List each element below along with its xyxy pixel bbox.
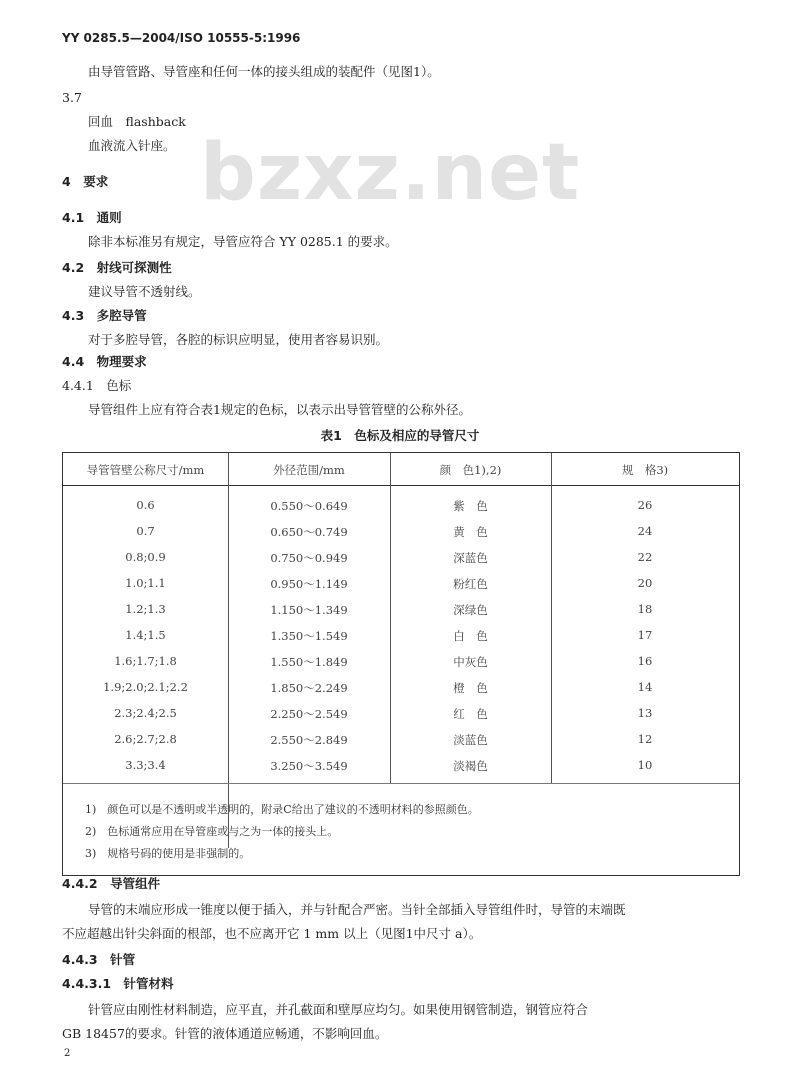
- table-cell: 26: [637, 498, 653, 512]
- table-footnote: 1) 颜色可以是不透明或半透明的，附录C给出了建议的不透明材料的参照颜色。: [85, 803, 479, 816]
- table-cell: 24: [637, 524, 653, 538]
- table-footnote: 3) 规格号码的使用是非强制的。: [85, 847, 251, 860]
- table-cell: 1.850～2.249: [270, 681, 348, 695]
- table-cell: 2.6;2.7;2.8: [114, 732, 177, 746]
- paragraph-line: 导管的末端应形成一锥度以便于插入，并与针配合严密。当针全部插入导管组件时，导管的末端既: [88, 902, 626, 917]
- section-heading: 4.1 通则: [62, 210, 122, 225]
- table-cell: 紫 色: [453, 499, 488, 513]
- table-cell: 0.550～0.649: [270, 499, 348, 513]
- table-cell: 10: [637, 758, 653, 772]
- paragraph-line: 回血 flashback: [88, 114, 186, 129]
- table-footnote: 2) 色标通常应用在导管座或与之为一体的接头上。: [85, 825, 339, 838]
- table-cell: 20: [637, 576, 653, 590]
- paragraph-line: GB 18457的要求。针管的液体通道应畅通，不影响回血。: [62, 1026, 388, 1041]
- section-heading: 4.4.3.1 针管材料: [62, 976, 174, 991]
- section-heading: 4.4.2 导管组件: [62, 876, 161, 891]
- paragraph-line: 建议导管不透射线。: [88, 284, 201, 299]
- paragraph-line: 血液流入针座。: [88, 138, 176, 153]
- table-cell: 1.550～1.849: [270, 655, 348, 669]
- section-heading: 4.4.3 针管: [62, 952, 136, 967]
- paragraph-line: 针管应由刚性材料制造，应平直，并孔截面和壁厚应均匀。如果使用钢管制造，钢管应符合: [88, 1002, 589, 1017]
- table-cell: 1.2;1.3: [125, 602, 166, 616]
- paragraph-line: 除非本标准另有规定，导管应符合 YY 0285.1 的要求。: [88, 234, 398, 249]
- table-cell: 0.650～0.749: [270, 525, 348, 539]
- paragraph-line: 对于多腔导管，各腔的标识应明显，使用者容易识别。: [88, 332, 389, 347]
- table-cell: 2.250～2.549: [270, 707, 348, 721]
- table-cell: 1.0;1.1: [125, 576, 166, 590]
- section-heading: 4.4 物理要求: [62, 354, 147, 369]
- table-cell: 白 色: [453, 629, 488, 643]
- section-heading: 4 要求: [62, 174, 109, 189]
- table-cell: 粉红色: [453, 577, 488, 591]
- table-cell: 22: [637, 550, 653, 564]
- section-heading: 4.3 多腔导管: [62, 308, 147, 323]
- table-cell: 深蓝色: [453, 551, 488, 565]
- table-cell: 淡蓝色: [453, 733, 488, 747]
- table-cell: 16: [637, 654, 653, 668]
- table-cell: 0.7: [136, 524, 155, 538]
- table-cell: 3.3;3.4: [125, 758, 166, 772]
- table-cell: 1.4;1.5: [125, 628, 166, 642]
- table-header-cell: 导管管壁公称尺寸/mm: [86, 463, 205, 477]
- table-cell: 淡褐色: [453, 759, 488, 773]
- table-header-cell: 颜 色1),2): [439, 463, 502, 477]
- page-number: 2: [64, 1048, 71, 1059]
- table-cell: 中灰色: [453, 655, 488, 669]
- table-cell: 13: [637, 706, 653, 720]
- table-cell: 14: [637, 680, 653, 694]
- table-cell: 2.3;2.4;2.5: [114, 706, 177, 720]
- table-cell: 黄 色: [453, 525, 488, 539]
- paragraph-line: 不应超越出针尖斜面的根部，也不应离开它 1 mm 以上（见图1中尺寸 a）。: [62, 926, 482, 941]
- table-cell: 0.750～0.949: [270, 551, 348, 565]
- table-header-cell: 规 格3): [621, 463, 669, 477]
- standard-header: YY 0285.5—2004/ISO 10555-5:1996: [62, 31, 301, 45]
- paragraph-line: 3.7: [62, 90, 82, 105]
- watermark: bzxz.net: [200, 128, 581, 218]
- table-cell: 0.8;0.9: [125, 550, 166, 564]
- table-header-cell: 外径范围/mm: [273, 463, 345, 477]
- table-cell: 1.350～1.549: [270, 629, 348, 643]
- table-cell: 橙 色: [453, 681, 488, 695]
- table-cell: 深绿色: [453, 603, 488, 617]
- paragraph-line: 导管组件上应有符合表1规定的色标，以表示出导管管壁的公称外径。: [88, 402, 471, 417]
- section-heading: 4.2 射线可探测性: [62, 260, 172, 275]
- color-code-table: [62, 452, 740, 876]
- table-caption: 表1 色标及相应的导管尺寸: [320, 428, 480, 443]
- table-cell: 12: [637, 732, 653, 746]
- table-cell: 0.6: [136, 498, 155, 512]
- table-cell: 1.9;2.0;2.1;2.2: [103, 680, 188, 694]
- table-cell: 17: [637, 628, 653, 642]
- table-cell: 1.150～1.349: [270, 603, 348, 617]
- table-cell: 0.950～1.149: [270, 577, 348, 591]
- table-cell: 红 色: [453, 707, 488, 721]
- table-cell: 3.250～3.549: [270, 759, 348, 773]
- paragraph-line: 4.4.1 色标: [62, 378, 132, 393]
- table-cell: 1.6;1.7;1.8: [114, 654, 177, 668]
- table-cell: 18: [637, 602, 653, 616]
- paragraph-line: 由导管管路、导管座和任何一体的接头组成的装配件（见图1）。: [88, 64, 440, 79]
- table-cell: 2.550～2.849: [270, 733, 348, 747]
